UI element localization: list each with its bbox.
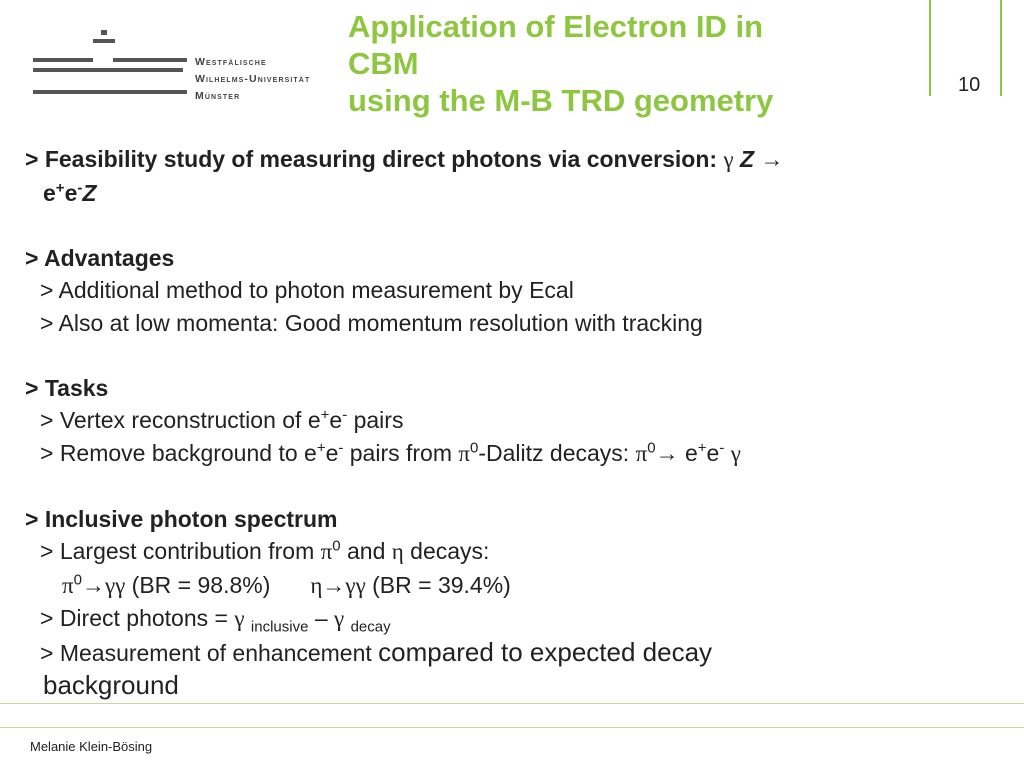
spacer [25,209,985,242]
charge-plus: + [316,438,326,456]
electron-symbol: e [325,439,339,466]
section-feasibility-line2 [25,177,985,210]
advantages-item: > Also at low momenta: Good momentum resolution with tracking [40,309,703,336]
section-tasks-heading: > Tasks [25,374,109,401]
spacer [25,339,985,372]
inclusive-item-continuation: background [43,670,179,700]
inclusive-text: compared to expected decay [378,636,713,667]
pi-symbol: π [62,572,74,598]
gamma-symbol: γ [730,440,741,466]
inclusive-text: decays: [403,538,490,564]
electron-symbol: e [43,179,56,206]
pi-symbol: π [458,440,471,466]
charge-minus: - [338,438,344,456]
arrow-symbol: → [754,146,784,172]
section-advantages-heading: > Advantages [25,244,175,271]
slide-body [25,143,985,702]
title-line: Application of Electron ID in [348,9,764,44]
spacer [25,470,985,503]
inclusive-text: > Direct photons = [40,605,235,631]
superscript-zero: 0 [73,570,82,588]
inclusive-text: and [340,538,392,564]
university-line: Wilhelms-Universität [195,73,311,85]
tasks-text: → e [655,439,698,466]
gamma-symbol: γ [234,606,245,631]
feasibility-text: > Feasibility study of measuring direct photons via conversion: [25,146,724,172]
charge-minus: - [342,406,348,424]
eta-symbol: η [391,539,404,564]
eta-branching-ratio: (BR = 39.4%) [365,571,511,598]
title-line: using the M-B TRD geometry [348,83,774,118]
electron-symbol: e [329,407,343,433]
inclusive-decay-line [25,569,985,603]
z-symbol: Z [740,146,755,172]
university-line: Westfälische [195,56,267,68]
inclusive-item [25,636,985,670]
tasks-text: > Remove background to e [40,439,317,466]
z-symbol: Z [82,179,97,206]
subscript-decay: decay [350,618,391,636]
tasks-item [25,404,985,437]
gamma-symbol: γ [723,147,734,172]
university-name [195,54,310,105]
title-divider [929,0,931,96]
page-number-divider [1000,0,1002,96]
tasks-item [25,437,985,471]
section-inclusive-heading: > Inclusive photon spectrum [25,505,338,532]
charge-plus: + [55,178,65,196]
footer-rule [0,727,1024,728]
inclusive-item [25,602,985,636]
electron-symbol: e [64,179,78,206]
title-line: CBM [348,46,419,81]
charge-plus: + [697,438,707,456]
superscript-zero: 0 [647,438,656,456]
eta-decay: →γγ [322,572,366,598]
charge-plus: + [320,406,330,424]
charge-minus: - [77,178,83,196]
superscript-zero: 0 [470,438,479,456]
tasks-text: -Dalitz decays: [478,439,636,466]
electron-symbol: e [706,439,720,466]
charge-minus: - [719,438,725,456]
tasks-text: pairs from [343,439,459,466]
minus-sign: – [308,605,335,631]
inclusive-text: > Largest contribution from [40,538,321,564]
subscript-inclusive: inclusive [250,618,309,636]
footer-rule [0,703,1024,704]
pi-symbol: π [320,539,333,564]
tasks-text: pairs [347,407,404,433]
gamma-symbol: γ [334,606,345,631]
page-number: 10 [958,74,981,96]
university-line: Münster [195,90,241,102]
section-feasibility-line1 [25,143,985,177]
eta-symbol: η [310,572,323,598]
footer-author: Melanie Klein-Bösing [30,739,153,754]
pi-symbol: π [635,440,648,466]
inclusive-text: > Measurement of enhancement [40,639,379,666]
advantages-item: > Additional method to photon measurement by Ecal [40,277,574,303]
pi-decay: →γγ [81,572,126,598]
superscript-zero: 0 [332,537,341,555]
page-title [348,8,928,119]
tasks-text: > Vertex reconstruction of e [40,407,321,433]
inclusive-item [25,535,985,569]
pi-branching-ratio: (BR = 98.8%) [125,571,271,598]
